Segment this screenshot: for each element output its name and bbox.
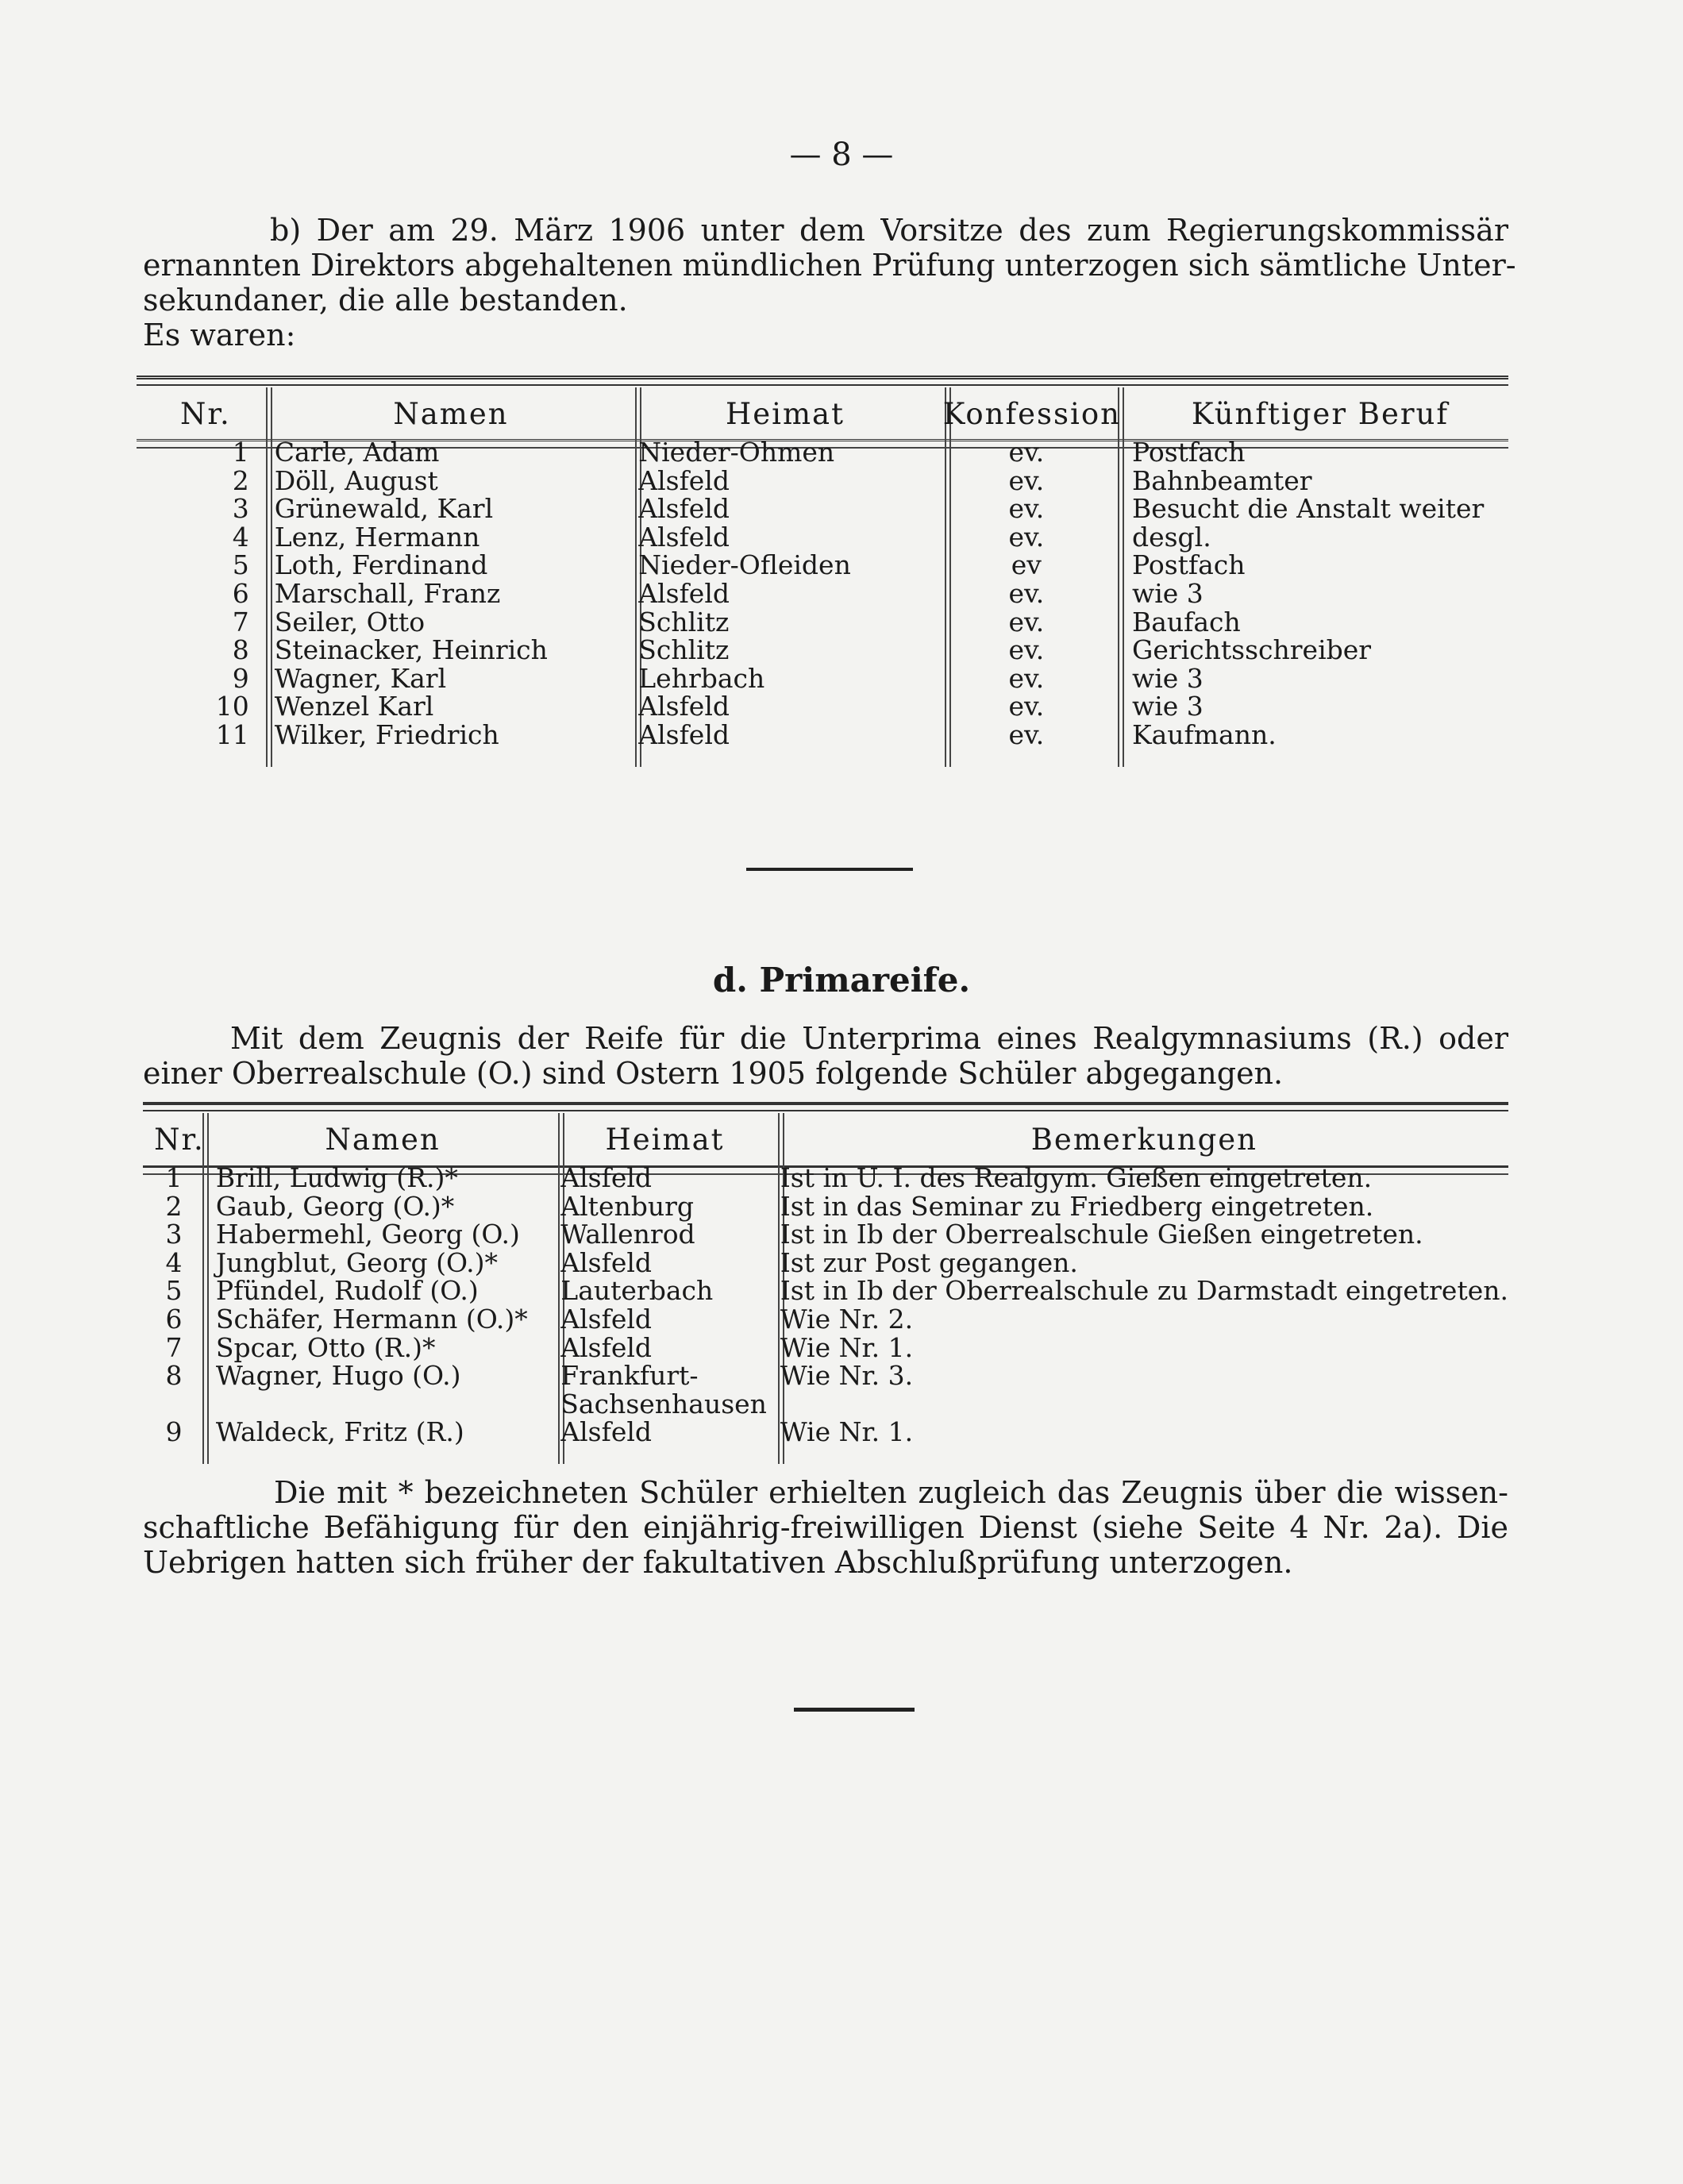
table1-row-cell: Marschall, Franz — [274, 577, 501, 609]
table1-row-cell: Döll, August — [274, 464, 438, 496]
table1-row-cell: Alsfeld — [638, 718, 730, 750]
table2-row-cell: Alsfeld — [560, 1331, 653, 1363]
table2-header-heimat: Heimat — [605, 1122, 725, 1157]
table1-row-cell: Loth, Ferdinand — [274, 549, 488, 581]
table1-row-cell: Lehrbach — [638, 662, 765, 694]
table1-row-cell: Alsfeld — [638, 577, 730, 609]
table1-row-cell: Postfach — [1131, 437, 1246, 468]
table1-row-cell: Alsfeld — [638, 521, 730, 553]
table2-row-cell: Spcar, Otto (R.)* — [215, 1331, 436, 1363]
table1-row-cell: ev. — [1008, 521, 1045, 553]
table1-row-cell: 2 — [232, 464, 249, 496]
table1-row-cell: ev. — [1008, 634, 1045, 666]
table1-row-cell: Nieder-Ofleiden — [638, 549, 851, 581]
table1-row-cell: 7 — [232, 606, 249, 637]
table1-row-cell: Kaufmann. — [1131, 718, 1277, 750]
table1-row-cell: Postfach — [1131, 549, 1246, 581]
table1-row-cell: 9 — [232, 662, 249, 694]
table2-row-cell: Wie Nr. 1. — [780, 1331, 914, 1363]
table1-row-cell: Alsfeld — [638, 493, 730, 525]
table1-row-cell: Seiler, Otto — [274, 606, 426, 637]
table1-row-cell: Schlitz — [638, 606, 730, 637]
table1-row-cell: Besucht die Anstalt weiter — [1131, 493, 1485, 525]
table1-row — [137, 438, 1508, 467]
table2-row — [143, 1362, 1508, 1390]
table2-body — [143, 1164, 1508, 1446]
table2-row-cell: Ist in Ib der Oberrealschule Gießen eingetreten. — [780, 1219, 1423, 1250]
table1-row-cell: Gerichtsschreiber — [1131, 634, 1372, 666]
table1-row-cell: 1 — [232, 437, 249, 468]
table1-row-cell: Grünewald, Karl — [274, 493, 494, 525]
page-number: — 8 — — [789, 137, 894, 173]
table1-row-cell: ev. — [1008, 437, 1045, 468]
table1-row-cell: Wagner, Karl — [274, 662, 447, 694]
table1-row — [137, 608, 1508, 637]
table1-row-cell: Alsfeld — [638, 464, 730, 496]
table1-row-cell: ev. — [1008, 606, 1045, 637]
table2-row-cell: 2 — [165, 1190, 183, 1222]
table1-row-cell: 5 — [232, 549, 249, 581]
end-separator — [794, 1708, 915, 1712]
table1-header-heimat: Heimat — [725, 396, 845, 431]
table1-row-cell: Lenz, Hermann — [274, 521, 480, 553]
table1-row-cell: wie 3 — [1131, 577, 1204, 609]
table2-row-cell: Alsfeld — [560, 1246, 653, 1278]
table2-row — [143, 1192, 1508, 1221]
table1-row-cell: Nieder-Ohmen — [638, 437, 835, 468]
table1-top-rule — [137, 376, 1508, 379]
table1-row-cell: ev. — [1008, 493, 1045, 525]
paragraph-b-line-1: b) Der am 29. März 1906 unter dem Vorsitze des zum Regierungskommissär — [270, 213, 1508, 248]
table2-row — [143, 1334, 1508, 1362]
table2-row-cell: 5 — [165, 1275, 183, 1307]
table2-top-rule — [143, 1102, 1508, 1105]
paragraph-b-line-3: sekundaner, die alle bestanden. — [143, 283, 628, 318]
section-d-intro — [143, 1021, 1508, 1091]
table2-row-cell — [143, 1390, 205, 1419]
paragraph-b — [143, 213, 1516, 352]
table1-row — [137, 664, 1508, 693]
table1-row — [137, 636, 1508, 664]
table2-row-cell: Brill, Ludwig (R.)* — [215, 1162, 458, 1193]
section-d-intro-line-2: einer Oberrealschule (O.) sind Ostern 1905 folgende Schüler abgegangen. — [143, 1056, 1284, 1091]
table1-row — [137, 721, 1508, 749]
table1-row-cell: ev. — [1008, 718, 1045, 750]
section-d-title: d. Primareife. — [712, 961, 971, 1000]
table2-row — [143, 1249, 1508, 1277]
table1-header-namen: Namen — [393, 396, 509, 431]
table2-row-cell: Jungblut, Georg (O.)* — [215, 1246, 498, 1278]
table-examinees — [137, 389, 1508, 749]
table1-row — [137, 495, 1508, 523]
table1-body — [137, 438, 1508, 749]
table1-row-cell: Carle, Adam — [274, 437, 440, 468]
table2-row-cell: 9 — [165, 1416, 183, 1448]
table2-row-cell: Alsfeld — [560, 1303, 653, 1335]
table2-row-cell: Habermehl, Georg (O.) — [215, 1219, 520, 1250]
table1-row-cell: Wenzel Karl — [274, 691, 434, 722]
table2-row-cell: 4 — [165, 1246, 183, 1278]
table1-row — [137, 467, 1508, 495]
section-separator — [746, 868, 913, 871]
table2-row-cell: Wie Nr. 1. — [780, 1416, 914, 1448]
table1-top-rule-thin — [137, 384, 1508, 386]
table2-row-cell: Gaub, Georg (O.)* — [215, 1190, 455, 1222]
table1-row-cell: Baufach — [1131, 606, 1241, 637]
table2-row — [143, 1418, 1508, 1446]
table1-header-konfession: Konfession — [942, 396, 1121, 431]
table2-row-cell: 7 — [165, 1331, 183, 1363]
table1-row — [137, 692, 1508, 721]
table1-row-cell: 8 — [232, 634, 249, 666]
table1-row-cell: wie 3 — [1131, 662, 1204, 694]
table2-row-cell: Wallenrod — [560, 1219, 695, 1250]
table2-row-cell: Alsfeld — [560, 1416, 653, 1448]
table2-row-cell: Pfündel, Rudolf (O.) — [215, 1275, 479, 1307]
table1-row — [137, 551, 1508, 580]
table2-row-cell: Alsfeld — [560, 1162, 653, 1193]
table1-row-cell: ev. — [1008, 577, 1045, 609]
table2-row-cell: Lauterbach — [560, 1275, 714, 1307]
table-primareife — [143, 1115, 1508, 1446]
table2-row-cell: Waldeck, Fritz (R.) — [215, 1416, 464, 1448]
table2-row-cell — [769, 1390, 1508, 1419]
table1-row-cell: Steinacker, Heinrich — [274, 634, 548, 666]
table2-row-cell: Frankfurt- — [560, 1360, 699, 1392]
table1-row-cell: 3 — [232, 493, 249, 525]
footnote-line-3: Uebrigen hatten sich früher der fakultativen Abschlußprüfung unterzogen. — [143, 1545, 1293, 1580]
table2-row-cell: Ist zur Post gegangen. — [780, 1246, 1078, 1278]
table1-row-cell: wie 3 — [1131, 691, 1204, 722]
table2-row-cell: Ist in U. I. des Realgym. Gießen eingetreten. — [780, 1162, 1373, 1193]
table2-row-cell: Wie Nr. 3. — [780, 1360, 914, 1392]
table2-row — [143, 1164, 1508, 1192]
table2-row-cell: Sachsenhausen — [560, 1388, 767, 1419]
section-d-intro-line-1: Mit dem Zeugnis der Reife für die Unterprima eines Realgymnasiums (R.) oder — [230, 1021, 1508, 1056]
table2-row-cell: Wagner, Hugo (O.) — [215, 1360, 461, 1392]
table2-top-rule-thin — [143, 1110, 1508, 1111]
table1-row — [137, 580, 1508, 608]
table1-row-cell: ev. — [1008, 691, 1045, 722]
footnote-paragraph — [143, 1475, 1508, 1580]
footnote-line-1: Die mit * bezeichneten Schüler erhielten zugleich das Zeugnis über die wissen- — [274, 1475, 1508, 1510]
table1-row-cell: 10 — [215, 691, 249, 722]
table2-row-cell: Wie Nr. 2. — [780, 1303, 914, 1335]
table2-row-cell: Altenburg — [560, 1190, 695, 1222]
table1-row-cell: 4 — [232, 521, 249, 553]
table2-row-cell: 8 — [165, 1360, 183, 1392]
table1-row-cell: ev. — [1008, 662, 1045, 694]
table1-row-cell: ev — [1011, 549, 1042, 581]
table2-row-cell: 6 — [165, 1303, 183, 1335]
table2-row-cell: Schäfer, Hermann (O.)* — [215, 1303, 528, 1335]
table1-row-cell: Wilker, Friedrich — [274, 718, 499, 750]
table1-row-cell: 11 — [215, 718, 249, 750]
table1-row-cell: desgl. — [1131, 521, 1211, 553]
table2-row-cell: Ist in Ib der Oberrealschule zu Darmstadt eingetreten. — [780, 1275, 1508, 1307]
table1-row-cell: Bahnbeamter — [1131, 464, 1312, 496]
table2-header-bemerkungen: Bemerkungen — [1030, 1122, 1257, 1157]
table2-header-namen: Namen — [325, 1122, 441, 1157]
table1-header-beruf: Künftiger Beruf — [1191, 396, 1450, 431]
table1-row-cell: 6 — [232, 577, 249, 609]
table2-row-cell: 1 — [165, 1162, 183, 1193]
table1-row-cell: Schlitz — [638, 634, 730, 666]
table2-row-cell — [205, 1390, 549, 1419]
table2-row-cell: Ist in das Seminar zu Friedberg eingetreten. — [780, 1190, 1374, 1222]
table2-row — [143, 1277, 1508, 1305]
table1-row — [137, 523, 1508, 552]
table2-row — [143, 1220, 1508, 1249]
table2-header-nr: Nr. — [154, 1122, 205, 1157]
table1-row-cell: Alsfeld — [638, 691, 730, 722]
paragraph-b-line-4: Es waren: — [143, 318, 296, 352]
table2-row — [143, 1305, 1508, 1334]
table1-row-cell: ev. — [1008, 464, 1045, 496]
table1-header-nr: Nr. — [179, 396, 231, 431]
footnote-line-2: schaftliche Befähigung für den einjährig-freiwilligen Dienst (siehe Seite 4 Nr. 2a). Die — [143, 1510, 1508, 1545]
paragraph-b-line-2: ernannten Direktors abgehaltenen mündlichen Prüfung unterzogen sich sämtliche Unter- — [143, 248, 1516, 283]
table2-row-cell: 3 — [165, 1219, 183, 1250]
table2-row — [143, 1390, 1508, 1419]
